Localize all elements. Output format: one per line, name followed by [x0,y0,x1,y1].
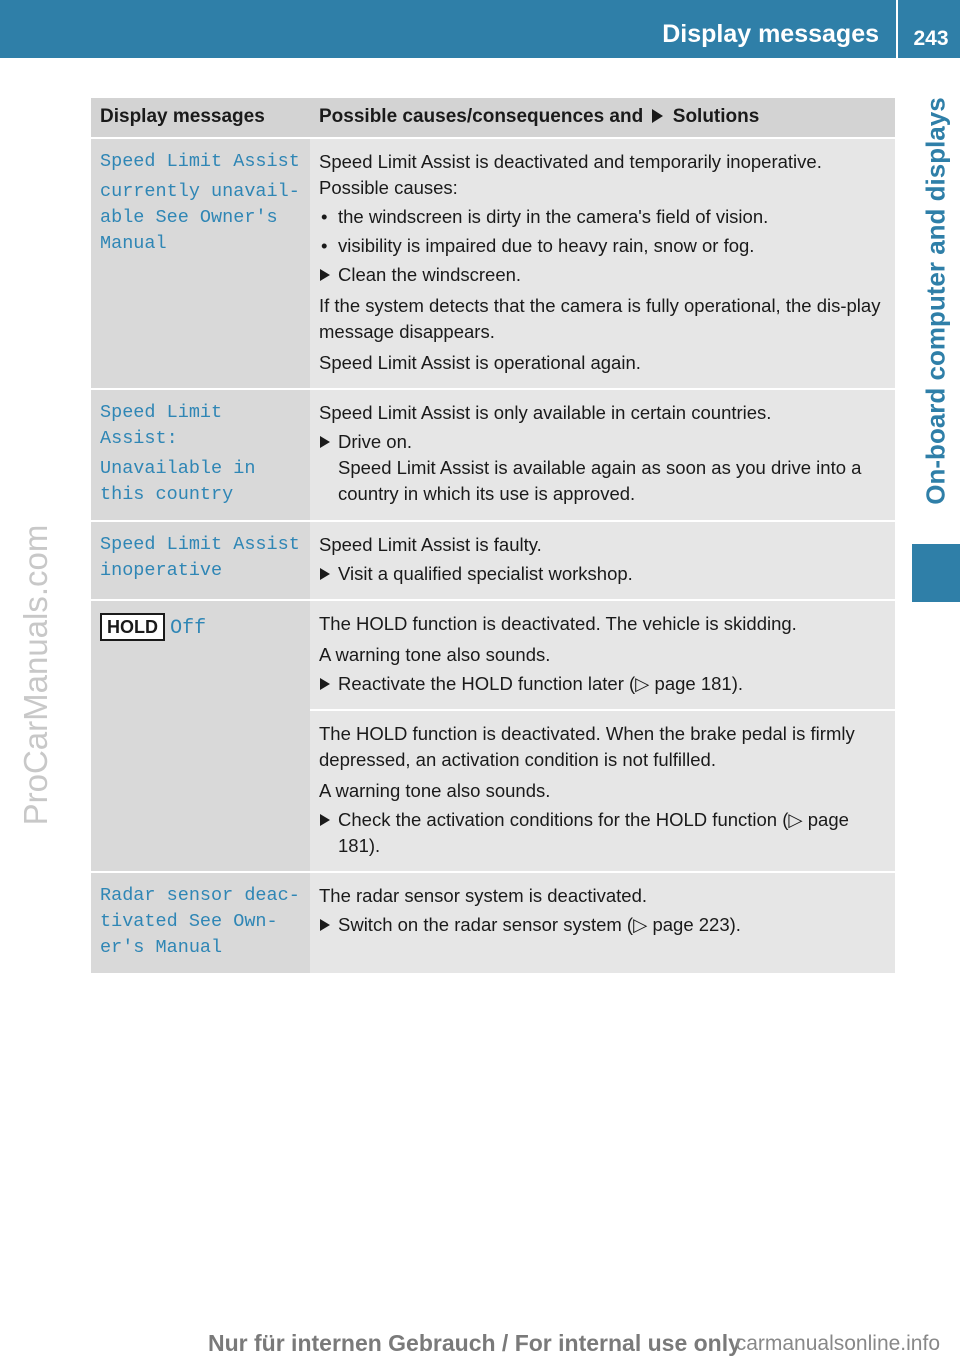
message-line: inoperative [100,560,223,581]
table-row [91,389,895,521]
cause-text: A warning tone also sounds. [319,780,551,801]
display-message [91,600,310,872]
result-text: If the system detects that the camera is fully operational, the dis-play message disappears. [319,295,881,342]
internal-use-notice: Nur für internen Gebrauch / For internal use only [208,1330,741,1356]
watermark [0,510,72,840]
display-message [91,138,310,389]
table-row [91,872,895,973]
message-line: Manual [100,233,167,254]
cause-text: A warning tone also sounds. [319,644,551,665]
column-header-messages: Display messages [91,98,310,138]
action-step: Check the activation conditions for the HOLD function (▷ page 181). [319,807,887,859]
watermark-text: ProCarManuals.com [17,524,54,826]
column-header-solutions [310,98,895,138]
action-step [319,429,887,507]
page-header [0,0,960,58]
cause-text: Speed Limit Assist is deactivated and temporarily inoperative. [319,151,822,172]
arrow-right-icon [652,109,663,123]
message-line: tivated See Own- [100,911,278,932]
solution-cell [310,872,895,973]
chapter-side-tab [912,58,960,544]
display-message [91,872,310,973]
message-line: Off [170,617,207,640]
solution-cell [310,389,895,521]
cause-text: Possible causes: [319,177,458,198]
bullet-item: • visibility is impaired due to heavy rain, snow or fog. [319,233,887,259]
section-title: Display messages [662,20,879,48]
column-header-suffix: Solutions [672,106,760,127]
message-line: able See Owner's [100,207,278,228]
cause-text: Speed Limit Assist is only available in certain countries. [319,402,772,423]
solution-cell [310,710,895,872]
chapter-title: On-board computer and displays [920,97,951,505]
message-line: Speed Limit Assist [100,534,300,555]
message-line: Speed Limit Assist [100,151,300,172]
display-message [91,521,310,600]
message-line: Radar sensor deac- [100,885,300,906]
solution-cell [310,600,895,710]
solution-cell [310,138,895,389]
table-header-row [91,98,895,138]
message-line: Unavailable in [100,458,256,479]
cause-text: The HOLD function is deactivated. When the brake pedal is firmly depressed, an activation condition is not fulfilled. [319,723,855,770]
message-line: currently unavail- [100,181,300,202]
action-step: Reactivate the HOLD function later (▷ page 181). [319,671,887,697]
header-divider [896,0,898,58]
display-messages-table [91,98,895,973]
action-step-text: Drive on. [338,431,413,452]
solution-cell [310,521,895,600]
action-step-result: Speed Limit Assist is available again as soon as you drive into a country in which its use is approved. [338,457,862,504]
cause-text: Speed Limit Assist is faulty. [319,534,542,555]
cause-text: The radar sensor system is deactivated. [319,885,648,906]
action-step: Clean the windscreen. [319,262,887,288]
chapter-marker-block [912,544,960,602]
table-row [91,521,895,600]
action-step: Visit a qualified specialist workshop. [319,561,887,587]
display-message [91,389,310,521]
column-header-prefix: Possible causes/consequences and [319,106,644,127]
table-row [91,138,895,389]
cause-text: The HOLD function is deactivated. The vehicle is skidding. [319,613,797,634]
result-text: Speed Limit Assist is operational again. [319,352,641,373]
table-row [91,600,895,710]
message-line: er's Manual [100,937,223,958]
page-number: 243 [913,27,949,50]
message-line: Speed Limit Assist: [100,402,223,449]
hold-icon: HOLD [100,613,165,641]
source-watermark: carmanualsonline.info [735,1332,940,1355]
message-line: this country [100,484,234,505]
bullet-item: • the windscreen is dirty in the camera's field of vision. [319,204,887,230]
action-step: Switch on the radar sensor system (▷ page 223). [319,912,887,938]
